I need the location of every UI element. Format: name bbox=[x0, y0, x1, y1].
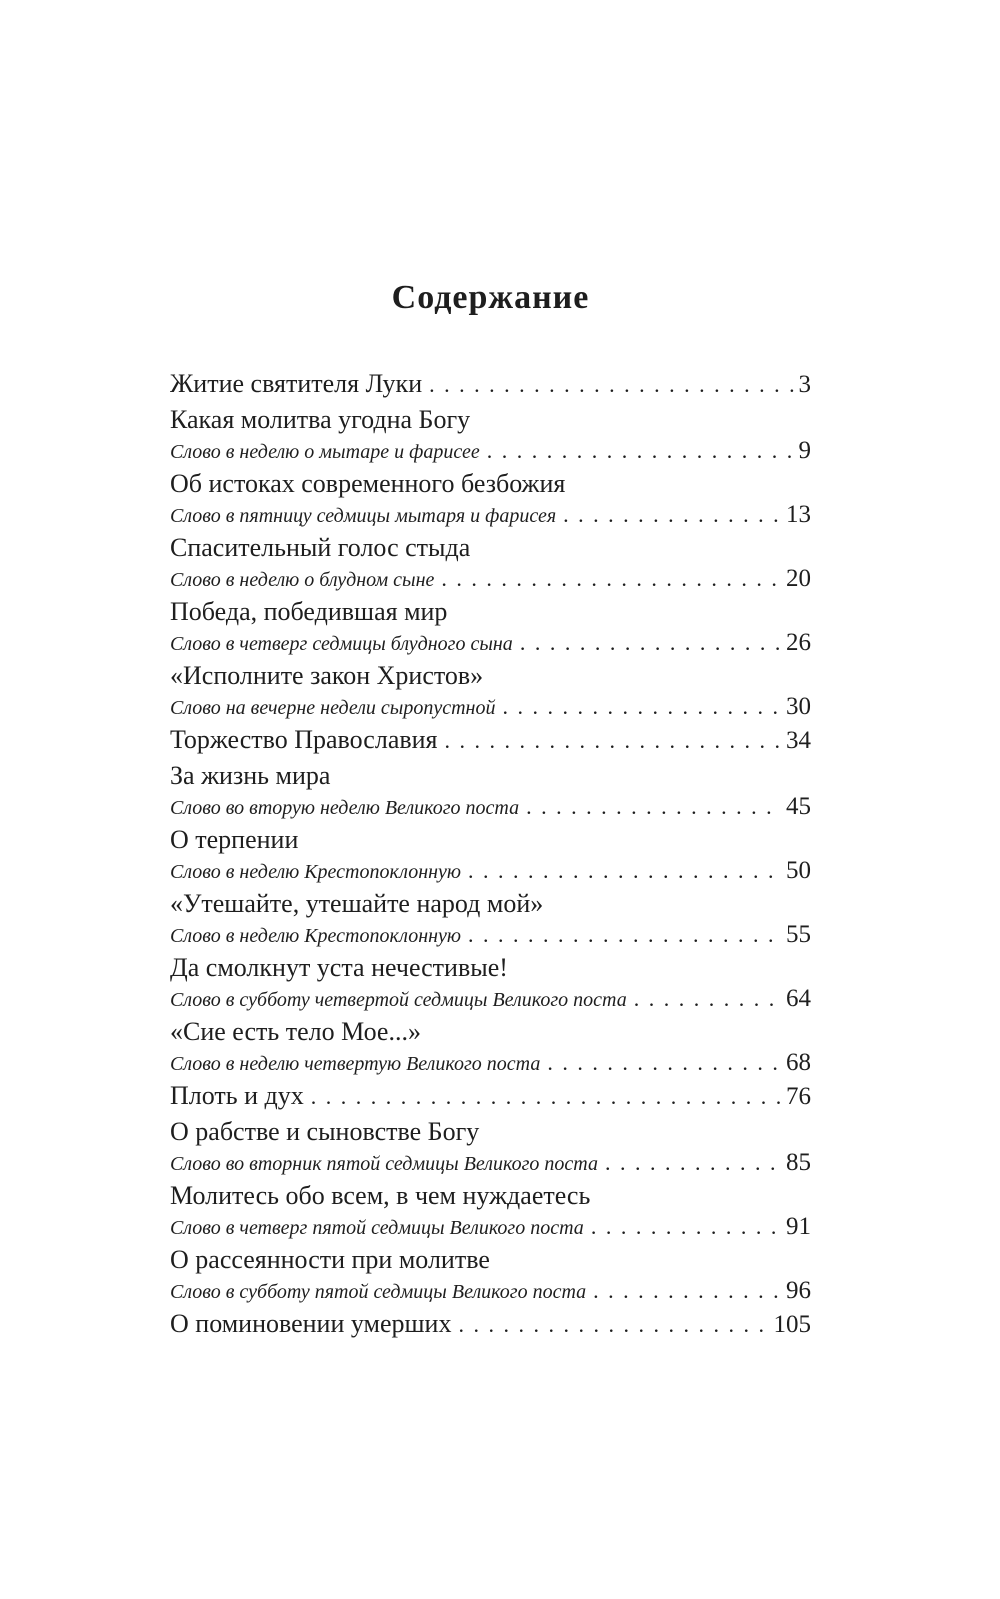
dot-leader bbox=[429, 367, 794, 402]
dot-leader bbox=[591, 1213, 782, 1241]
entry-page-number: 20 bbox=[786, 565, 811, 592]
entry-title: Молитесь обо всем, в чем нуждаетесь bbox=[170, 1181, 591, 1210]
entry-subtitle-row bbox=[170, 793, 811, 822]
dot-leader bbox=[441, 565, 782, 593]
dot-leader bbox=[502, 693, 782, 721]
toc-entry bbox=[170, 366, 811, 402]
entry-page-number: 50 bbox=[786, 857, 811, 884]
entry-subtitle: Слово в субботу пятой седмицы Великого поста bbox=[170, 1281, 587, 1303]
entry-subtitle-row bbox=[170, 1277, 811, 1306]
toc-entry bbox=[170, 658, 811, 722]
dot-leader bbox=[634, 985, 782, 1013]
entry-title: Спасительный голос стыда bbox=[170, 533, 471, 562]
entry-title-row bbox=[170, 1306, 811, 1342]
toc-entry bbox=[170, 1178, 811, 1242]
entry-subtitle: Слово во вторую неделю Великого поста bbox=[170, 797, 520, 819]
entry-subtitle-row bbox=[170, 985, 811, 1014]
toc-entry bbox=[170, 1242, 811, 1306]
entry-subtitle-row bbox=[170, 693, 811, 722]
entry-subtitle: Слово в пятницу седмицы мытаря и фарисея bbox=[170, 505, 557, 527]
entry-page-number: 34 bbox=[786, 727, 811, 754]
toc-entry bbox=[170, 530, 811, 594]
entry-subtitle: Слово в неделю о мытаре и фарисее bbox=[170, 441, 480, 463]
entry-subtitle-row bbox=[170, 1213, 811, 1242]
entry-page-number: 26 bbox=[786, 629, 811, 656]
entry-page-number: 64 bbox=[786, 985, 811, 1012]
entry-subtitle: Слово в неделю Крестопоклонную bbox=[170, 925, 462, 947]
dot-leader bbox=[593, 1277, 782, 1305]
entry-page-number: 3 bbox=[798, 371, 811, 398]
toc-entry bbox=[170, 822, 811, 886]
entry-subtitle-row bbox=[170, 857, 811, 886]
toc-entry bbox=[170, 886, 811, 950]
entry-page-number: 96 bbox=[786, 1277, 811, 1304]
entry-subtitle: Слово в четверг седмицы блудного сына bbox=[170, 633, 513, 655]
entry-title: «Исполните закон Христов» bbox=[170, 661, 484, 690]
entry-title-row bbox=[170, 722, 811, 758]
page-title: Содержание bbox=[391, 279, 590, 316]
dot-leader bbox=[468, 921, 782, 949]
entry-subtitle: Слово в субботу четвертой седмицы Великого поста bbox=[170, 989, 627, 1011]
dot-leader bbox=[547, 1049, 782, 1077]
toc-entry bbox=[170, 758, 811, 822]
entry-page-number: 13 bbox=[786, 501, 811, 528]
entry-title: О поминовении умерших bbox=[170, 1309, 452, 1338]
entry-page-number: 30 bbox=[786, 693, 811, 720]
entry-subtitle: Слово в четверг пятой седмицы Великого поста bbox=[170, 1217, 584, 1239]
dot-leader bbox=[445, 723, 782, 758]
toc-entry bbox=[170, 950, 811, 1014]
entry-title: Житие святителя Луки bbox=[170, 369, 423, 398]
entry-subtitle: Слово на вечерне недели сыропустной bbox=[170, 697, 496, 719]
entry-title: «Утешайте, утешайте народ мой» bbox=[170, 889, 544, 918]
entry-page-number: 105 bbox=[773, 1311, 811, 1338]
toc-entry bbox=[170, 1114, 811, 1178]
dot-leader bbox=[605, 1149, 782, 1177]
toc-entry bbox=[170, 1014, 811, 1078]
entry-page-number: 85 bbox=[786, 1149, 811, 1176]
entry-title: Плоть и дух bbox=[170, 1081, 304, 1110]
entry-page-number: 55 bbox=[786, 921, 811, 948]
entry-subtitle-row bbox=[170, 1049, 811, 1078]
entry-page-number: 9 bbox=[798, 437, 811, 464]
toc-entry bbox=[170, 722, 811, 758]
entry-title: О терпении bbox=[170, 825, 299, 854]
entry-title: Какая молитва угодна Богу bbox=[170, 405, 471, 434]
entry-subtitle-row bbox=[170, 921, 811, 950]
entry-page-number: 68 bbox=[786, 1049, 811, 1076]
entry-title-row bbox=[170, 1078, 811, 1114]
entry-subtitle: Слово в неделю четвертую Великого поста bbox=[170, 1053, 541, 1075]
dot-leader bbox=[311, 1079, 782, 1114]
entry-subtitle-row bbox=[170, 1149, 811, 1178]
dot-leader bbox=[458, 1307, 769, 1342]
toc-entry bbox=[170, 1078, 811, 1114]
entry-subtitle-row bbox=[170, 629, 811, 658]
entry-subtitle-row bbox=[170, 437, 811, 466]
toc-entry bbox=[170, 1306, 811, 1342]
entry-subtitle-row bbox=[170, 501, 811, 530]
entry-title: Торжество Православия bbox=[170, 725, 438, 754]
entry-title: Об истоках современного безбожия bbox=[170, 469, 566, 498]
entry-title: «Сие есть тело Мое...» bbox=[170, 1017, 421, 1046]
entry-title: Победа, победившая мир bbox=[170, 597, 448, 626]
toc-entry bbox=[170, 594, 811, 658]
entry-page-number: 76 bbox=[786, 1083, 811, 1110]
dot-leader bbox=[563, 501, 782, 529]
entry-subtitle: Слово в неделю о блудном сыне bbox=[170, 569, 435, 591]
dot-leader bbox=[520, 629, 782, 657]
entry-title: О рассеянности при молитве bbox=[170, 1245, 490, 1274]
entry-page-number: 45 bbox=[786, 793, 811, 820]
entry-title: О рабстве и сыновстве Богу bbox=[170, 1117, 480, 1146]
entry-subtitle: Слово во вторник пятой седмицы Великого поста bbox=[170, 1153, 598, 1175]
dot-leader bbox=[526, 793, 782, 821]
entry-page-number: 91 bbox=[786, 1213, 811, 1240]
entry-title-row bbox=[170, 366, 811, 402]
entry-title: За жизнь мира bbox=[170, 761, 331, 790]
entry-subtitle-row bbox=[170, 565, 811, 594]
toc-entry bbox=[170, 402, 811, 466]
entry-title: Да смолкнут уста нечестивые! bbox=[170, 953, 508, 982]
dot-leader bbox=[487, 437, 795, 465]
entry-subtitle: Слово в неделю Крестопоклонную bbox=[170, 861, 462, 883]
toc-content bbox=[170, 276, 811, 1342]
dot-leader bbox=[468, 857, 782, 885]
toc-entry bbox=[170, 466, 811, 530]
